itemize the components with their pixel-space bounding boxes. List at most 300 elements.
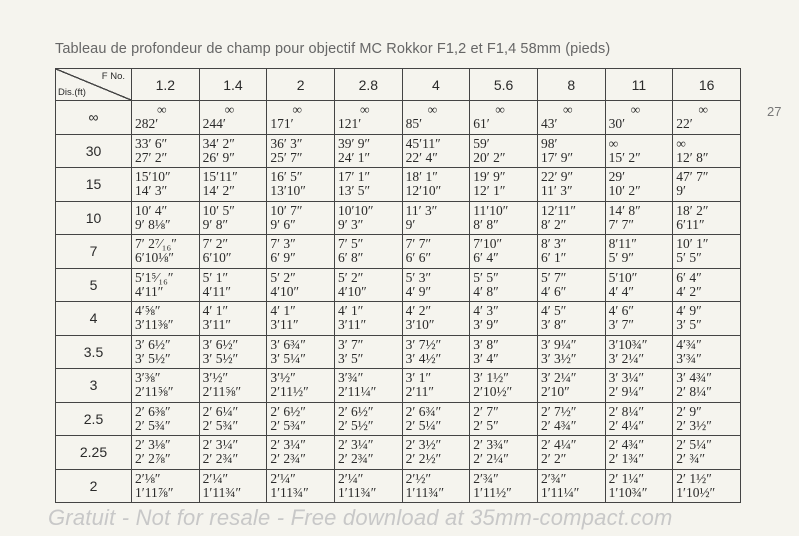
aperture-header-3: 2 xyxy=(267,69,335,101)
far-limit: 5′ 5″ xyxy=(473,269,499,285)
near-limit: 121′ xyxy=(337,116,362,132)
table-body xyxy=(56,101,741,503)
dof-cell xyxy=(673,402,741,436)
far-limit: ∞ xyxy=(698,102,708,118)
near-limit: 3′ 5½″ xyxy=(135,350,171,366)
table-row xyxy=(56,168,741,202)
near-limit: 2′ 3½″ xyxy=(676,417,712,433)
dof-cell xyxy=(267,235,335,269)
dof-cell xyxy=(334,302,402,336)
dof-cell xyxy=(673,335,741,369)
far-limit: 3′10¾″ xyxy=(608,336,648,352)
far-limit: 5′1⁵⁄₁₆″ xyxy=(135,269,174,285)
far-limit: 2′ 3¼″ xyxy=(337,437,374,453)
far-limit: 2′ 7½″ xyxy=(540,403,577,419)
far-limit: 3′ 6¾″ xyxy=(270,336,306,352)
far-limit: 47′ 7″ xyxy=(676,169,709,185)
far-limit: 22′ 9″ xyxy=(540,169,574,185)
far-limit: 2′ 1½″ xyxy=(676,470,712,486)
dof-cell xyxy=(470,402,538,436)
far-limit: 2′ 6¼″ xyxy=(202,403,239,419)
far-limit: 19′ 9″ xyxy=(473,169,506,185)
near-limit: 1′11¾″ xyxy=(202,484,242,500)
dof-cell xyxy=(132,469,200,503)
dof-cell xyxy=(199,134,267,168)
distance-cell: 2.5 xyxy=(56,402,132,436)
near-limit: 10′ 2″ xyxy=(608,183,641,199)
aperture-header-6: 5.6 xyxy=(470,69,538,101)
far-limit: 3′½″ xyxy=(270,370,296,386)
dof-cell xyxy=(470,369,538,403)
near-limit: 25′ 7″ xyxy=(270,149,303,165)
near-limit: 6′ 4″ xyxy=(473,250,499,266)
far-limit: ∞ xyxy=(630,102,641,118)
far-limit: 4′⅝″ xyxy=(135,303,161,319)
near-limit: 2′ 5¾″ xyxy=(270,417,306,433)
near-limit: 3′ 3½″ xyxy=(540,350,577,366)
far-limit: 2′ 1¼″ xyxy=(608,470,645,486)
dof-cell xyxy=(199,268,267,302)
dof-cell xyxy=(470,201,538,235)
dof-cell xyxy=(537,436,605,470)
far-limit: 2′ 9″ xyxy=(676,403,702,419)
near-limit: 4′10″ xyxy=(270,283,300,299)
far-limit: 5′ 1″ xyxy=(202,269,229,285)
near-limit: 7′ 7″ xyxy=(608,216,635,232)
near-limit: 3′11″ xyxy=(337,317,367,333)
near-limit: 1′10¾″ xyxy=(608,484,648,500)
near-limit: 26′ 9″ xyxy=(202,149,235,165)
distance-cell: 3 xyxy=(56,369,132,403)
far-limit: 3′ 4¾″ xyxy=(676,370,712,386)
dof-cell xyxy=(402,436,470,470)
far-limit: 7′ 7″ xyxy=(405,236,432,252)
distance-cell: 10 xyxy=(56,201,132,235)
near-limit: 12′ 1″ xyxy=(473,183,506,199)
dof-cell xyxy=(132,134,200,168)
dof-cell xyxy=(402,469,470,503)
dof-cell xyxy=(267,101,335,135)
dof-cell xyxy=(334,101,402,135)
near-limit: 2′ 5¼″ xyxy=(405,417,442,433)
far-limit: 2′¾″ xyxy=(540,470,567,486)
near-limit: 1′10½″ xyxy=(676,484,716,500)
dof-cell xyxy=(199,335,267,369)
dof-cell xyxy=(402,168,470,202)
far-limit: 15′10″ xyxy=(135,169,171,185)
dof-cell xyxy=(673,369,741,403)
near-limit: 6′11″ xyxy=(676,216,705,232)
dof-cell xyxy=(605,101,673,135)
far-limit: 2′ 8¼″ xyxy=(608,403,645,419)
near-limit: 8′ 2″ xyxy=(540,216,567,232)
far-limit: 2′ 3¾″ xyxy=(473,437,509,453)
dof-cell xyxy=(267,402,335,436)
dof-cell xyxy=(605,168,673,202)
dof-cell xyxy=(470,469,538,503)
far-limit: 29′ xyxy=(608,169,626,185)
far-limit: 5′ 2″ xyxy=(270,269,296,285)
dof-cell xyxy=(334,369,402,403)
near-limit: 30′ xyxy=(608,116,626,132)
near-limit: 4′11″ xyxy=(202,283,231,299)
near-limit: 3′ 8″ xyxy=(540,317,567,333)
far-limit: 4′¾″ xyxy=(676,336,702,352)
far-limit: 3′½″ xyxy=(202,370,229,386)
near-limit: 3′ 2¼″ xyxy=(608,350,645,366)
far-limit: 6′ 4″ xyxy=(676,269,702,285)
far-limit: 4′ 3″ xyxy=(473,303,499,319)
near-limit: 17′ 9″ xyxy=(540,149,574,165)
distance-cell: 4 xyxy=(56,302,132,336)
dof-cell xyxy=(334,469,402,503)
dof-cell xyxy=(199,168,267,202)
dof-cell xyxy=(673,201,741,235)
dof-cell xyxy=(132,235,200,269)
dof-cell xyxy=(673,134,741,168)
dof-cell xyxy=(199,101,267,135)
near-limit: 11′ 3″ xyxy=(540,183,573,199)
dof-cell xyxy=(199,436,267,470)
table-row xyxy=(56,369,741,403)
far-limit: 11′ 3″ xyxy=(405,202,438,218)
far-limit: 4′ 1″ xyxy=(270,303,296,319)
far-limit: 2′ 4¼″ xyxy=(540,437,577,453)
aperture-header-row xyxy=(56,69,741,101)
far-limit: 7′ 5″ xyxy=(337,236,364,252)
far-limit: 5′ 2″ xyxy=(337,269,364,285)
near-limit: 1′11½″ xyxy=(473,484,512,500)
dof-cell xyxy=(132,302,200,336)
near-limit: 2′10″ xyxy=(540,384,570,400)
watermark: Gratuit - Not for resale - Free download at 35mm-compact.com xyxy=(48,505,673,530)
near-limit: 3′ 9″ xyxy=(473,317,499,333)
near-limit: 1′11¾″ xyxy=(270,484,309,500)
near-limit: 6′ 1″ xyxy=(540,250,567,266)
near-limit: 2′ 5¾″ xyxy=(202,417,239,433)
table-row xyxy=(56,268,741,302)
near-limit: 2′ 2¼″ xyxy=(473,451,509,467)
dof-cell xyxy=(673,168,741,202)
dof-cell xyxy=(267,369,335,403)
near-limit: 3′ 5″ xyxy=(337,350,364,366)
dof-cell xyxy=(605,369,673,403)
near-limit: 4′ 9″ xyxy=(405,283,432,299)
far-limit: 3′ 8″ xyxy=(473,336,499,352)
near-limit: 22′ 4″ xyxy=(405,149,438,165)
near-limit: 282′ xyxy=(135,116,159,132)
near-limit: 3′11⅜″ xyxy=(135,317,174,333)
dof-cell xyxy=(402,335,470,369)
far-limit: ∞ xyxy=(157,102,167,118)
near-limit: 9′ 8″ xyxy=(202,216,229,232)
near-limit: 85′ xyxy=(405,116,423,132)
near-limit: 244′ xyxy=(202,116,226,132)
dof-cell xyxy=(199,201,267,235)
near-limit: 3′ 5″ xyxy=(676,317,702,333)
dof-cell xyxy=(199,302,267,336)
dof-cell xyxy=(537,235,605,269)
near-limit: 171′ xyxy=(270,116,294,132)
dof-cell xyxy=(673,436,741,470)
far-limit: 2′¼″ xyxy=(270,470,296,486)
dof-cell xyxy=(132,201,200,235)
distance-cell: 30 xyxy=(56,134,132,168)
near-limit: 4′ 4″ xyxy=(608,283,635,299)
far-limit: 3′ 1″ xyxy=(405,370,432,386)
dof-cell xyxy=(267,268,335,302)
near-limit: 4′ 6″ xyxy=(540,283,567,299)
near-limit: 2′ 5¾″ xyxy=(135,417,171,433)
near-limit: 2′11″ xyxy=(405,384,434,400)
far-limit: 3′¾″ xyxy=(337,370,364,386)
far-limit: 2′¼″ xyxy=(202,470,229,486)
far-limit: 3′ 7″ xyxy=(337,336,364,352)
table-row xyxy=(56,402,741,436)
far-limit: 2′ 6½″ xyxy=(270,403,306,419)
far-limit: 2′¾″ xyxy=(473,470,499,486)
near-limit: 20′ 2″ xyxy=(473,149,506,165)
near-limit: 1′11¼″ xyxy=(540,484,580,500)
page-number: 27 xyxy=(767,104,782,119)
near-limit: 5′ 9″ xyxy=(608,250,635,266)
dof-cell xyxy=(402,402,470,436)
far-limit: ∞ xyxy=(562,102,573,118)
table-row xyxy=(56,335,741,369)
dof-cell xyxy=(470,335,538,369)
far-limit: 2′ 7″ xyxy=(473,403,499,419)
near-limit: 2′ 2⅞″ xyxy=(135,451,171,467)
dof-cell xyxy=(267,302,335,336)
dof-cell xyxy=(132,268,200,302)
near-limit: 2′11⅝″ xyxy=(135,384,174,400)
far-limit: 18′ 1″ xyxy=(405,169,438,185)
dof-cell xyxy=(673,302,741,336)
dof-cell xyxy=(132,168,200,202)
far-limit: 4′ 1″ xyxy=(202,303,229,319)
near-limit: 9′ 3″ xyxy=(337,216,364,232)
dof-cell xyxy=(334,201,402,235)
near-limit: 3′¾″ xyxy=(676,350,702,366)
near-limit: 43′ xyxy=(540,116,558,132)
near-limit: 9′ xyxy=(676,183,686,199)
far-limit: 11′10″ xyxy=(473,202,509,218)
far-limit: ∞ xyxy=(292,102,302,118)
near-limit: 4′11″ xyxy=(135,283,164,299)
near-limit: 2′ 4¼″ xyxy=(608,417,645,433)
dof-cell xyxy=(402,201,470,235)
far-limit: 10′10″ xyxy=(337,202,374,218)
table-row xyxy=(56,101,741,135)
near-limit: 2′ 2¾″ xyxy=(202,451,239,467)
table-row xyxy=(56,302,741,336)
distance-cell: 3.5 xyxy=(56,335,132,369)
near-limit: 1′11⅞″ xyxy=(135,484,174,500)
dof-cell xyxy=(132,402,200,436)
far-limit: 2′⅛″ xyxy=(135,470,161,486)
far-limit: ∞ xyxy=(608,135,619,151)
dof-cell xyxy=(470,302,538,336)
far-limit: 2′ 4¾″ xyxy=(608,437,645,453)
far-limit: 7′ 2⁷⁄₁₆″ xyxy=(135,236,177,252)
dof-cell xyxy=(132,436,200,470)
dof-cell xyxy=(537,268,605,302)
dof-cell xyxy=(334,134,402,168)
far-limit: 2′ 6½″ xyxy=(337,403,374,419)
far-limit: 4′ 5″ xyxy=(540,303,567,319)
dof-cell xyxy=(132,101,200,135)
far-limit: 4′ 2″ xyxy=(405,303,432,319)
far-limit: ∞ xyxy=(427,102,438,118)
near-limit: 3′10″ xyxy=(405,317,435,333)
near-limit: 2′ 2½″ xyxy=(405,451,442,467)
dof-cell xyxy=(402,235,470,269)
far-limit: 18′ 2″ xyxy=(676,202,709,218)
dof-cell xyxy=(402,134,470,168)
far-limit: 17′ 1″ xyxy=(337,169,371,185)
dof-cell xyxy=(199,469,267,503)
near-limit: 14′ 2″ xyxy=(202,183,235,199)
near-limit: 2′ ¾″ xyxy=(676,451,706,467)
dof-cell xyxy=(132,369,200,403)
depth-of-field-table xyxy=(55,68,741,503)
far-limit: 7′ 2″ xyxy=(202,236,229,252)
far-limit: 39′ 9″ xyxy=(337,135,371,151)
near-limit: 2′ 2¾″ xyxy=(337,451,374,467)
aperture-header-1: 1.2 xyxy=(132,69,200,101)
far-limit: 5′10″ xyxy=(608,269,638,285)
dof-cell xyxy=(470,268,538,302)
far-limit: ∞ xyxy=(359,102,370,118)
near-limit: 2′11¼″ xyxy=(337,384,377,400)
dof-cell xyxy=(537,302,605,336)
far-limit: 8′ 3″ xyxy=(540,236,567,252)
near-limit: 22′ xyxy=(676,116,693,132)
near-limit: 3′ 7″ xyxy=(608,317,635,333)
dof-cell xyxy=(470,168,538,202)
far-limit: 4′ 1″ xyxy=(337,303,364,319)
far-limit: 2′ 3¼″ xyxy=(270,437,306,453)
far-limit: 45′11″ xyxy=(405,135,441,151)
near-limit: 14′ 3″ xyxy=(135,183,168,199)
near-limit: 2′ 5″ xyxy=(473,417,499,433)
dof-cell xyxy=(605,402,673,436)
dof-cell xyxy=(470,134,538,168)
near-limit: 2′ 1¾″ xyxy=(608,451,645,467)
far-limit: 3′ 6½″ xyxy=(202,336,239,352)
near-limit: 2′ 9¼″ xyxy=(608,384,645,400)
dof-cell xyxy=(402,268,470,302)
dof-cell xyxy=(673,235,741,269)
far-limit: 7′10″ xyxy=(473,236,503,252)
far-limit: 2′ 3¼″ xyxy=(202,437,239,453)
dof-cell xyxy=(334,436,402,470)
near-limit: 27′ 2″ xyxy=(135,149,168,165)
dof-cell xyxy=(605,201,673,235)
far-limit: 2′¼″ xyxy=(337,470,364,486)
far-limit: 10′ 1″ xyxy=(676,236,709,252)
aperture-header-4: 2.8 xyxy=(334,69,402,101)
near-limit: 6′10⅛″ xyxy=(135,250,174,266)
near-limit: 13′10″ xyxy=(270,183,306,199)
dof-cell xyxy=(537,335,605,369)
aperture-header-5: 4 xyxy=(402,69,470,101)
near-limit: 6′ 8″ xyxy=(337,250,364,266)
near-limit: 3′ 5¼″ xyxy=(270,350,306,366)
near-limit: 2′ 5½″ xyxy=(337,417,374,433)
aperture-header-2: 1.4 xyxy=(199,69,267,101)
dof-cell xyxy=(470,101,538,135)
near-limit: 6′10″ xyxy=(202,250,232,266)
dof-cell xyxy=(537,201,605,235)
far-limit: 8′11″ xyxy=(608,236,637,252)
dof-cell xyxy=(334,268,402,302)
far-limit: 16′ 5″ xyxy=(270,169,303,185)
dof-cell xyxy=(605,469,673,503)
near-limit: 6′ 6″ xyxy=(405,250,432,266)
dis-label: Dis.(ft) xyxy=(58,87,86,98)
far-limit: 2′½″ xyxy=(405,470,432,486)
far-limit: 3′ 1½″ xyxy=(473,370,509,386)
far-limit: 2′ 3⅛″ xyxy=(135,437,171,453)
aperture-header-8: 11 xyxy=(605,69,673,101)
near-limit: 3′ 4″ xyxy=(473,350,499,366)
dof-cell xyxy=(537,134,605,168)
dof-cell xyxy=(402,302,470,336)
near-limit: 5′ 5″ xyxy=(676,250,702,266)
near-limit: 24′ 1″ xyxy=(337,149,371,165)
far-limit: 10′ 7″ xyxy=(270,202,303,218)
far-limit: ∞ xyxy=(495,102,505,118)
near-limit: 3′11″ xyxy=(202,317,231,333)
far-limit: 4′ 6″ xyxy=(608,303,635,319)
near-limit: 12′ 8″ xyxy=(676,149,709,165)
dof-cell xyxy=(267,134,335,168)
far-limit: 3′ 9¼″ xyxy=(540,336,577,352)
dof-cell xyxy=(605,436,673,470)
dof-cell xyxy=(537,402,605,436)
far-limit: ∞ xyxy=(224,102,235,118)
dof-cell xyxy=(334,168,402,202)
dof-cell xyxy=(267,201,335,235)
far-limit: 12′11″ xyxy=(540,202,577,218)
dof-cell xyxy=(267,436,335,470)
page-title: Tableau de profondeur de champ pour objectif MC Rokkor F1,2 et F1,4 58mm (pieds) xyxy=(55,41,611,57)
far-limit: ∞ xyxy=(676,135,686,151)
table-row xyxy=(56,201,741,235)
dof-cell xyxy=(470,436,538,470)
dof-cell xyxy=(132,335,200,369)
near-limit: 2′ 8¼″ xyxy=(676,384,712,400)
aperture-header-7: 8 xyxy=(537,69,605,101)
dof-cell xyxy=(470,235,538,269)
far-limit: 2′ 5¼″ xyxy=(676,437,712,453)
near-limit: 6′ 9″ xyxy=(270,250,296,266)
near-limit: 3′ 5½″ xyxy=(202,350,239,366)
dof-cell xyxy=(537,369,605,403)
distance-cell: 15 xyxy=(56,168,132,202)
near-limit: 4′ 2″ xyxy=(676,283,702,299)
dof-cell xyxy=(334,402,402,436)
near-limit: 2′11½″ xyxy=(270,384,309,400)
dof-cell xyxy=(199,235,267,269)
distance-cell: 2 xyxy=(56,469,132,503)
dof-cell xyxy=(605,268,673,302)
far-limit: 98′ xyxy=(540,135,558,151)
near-limit: 2′ 2″ xyxy=(540,451,567,467)
near-limit: 61′ xyxy=(473,116,490,132)
far-limit: 3′ 3¼″ xyxy=(608,370,645,386)
